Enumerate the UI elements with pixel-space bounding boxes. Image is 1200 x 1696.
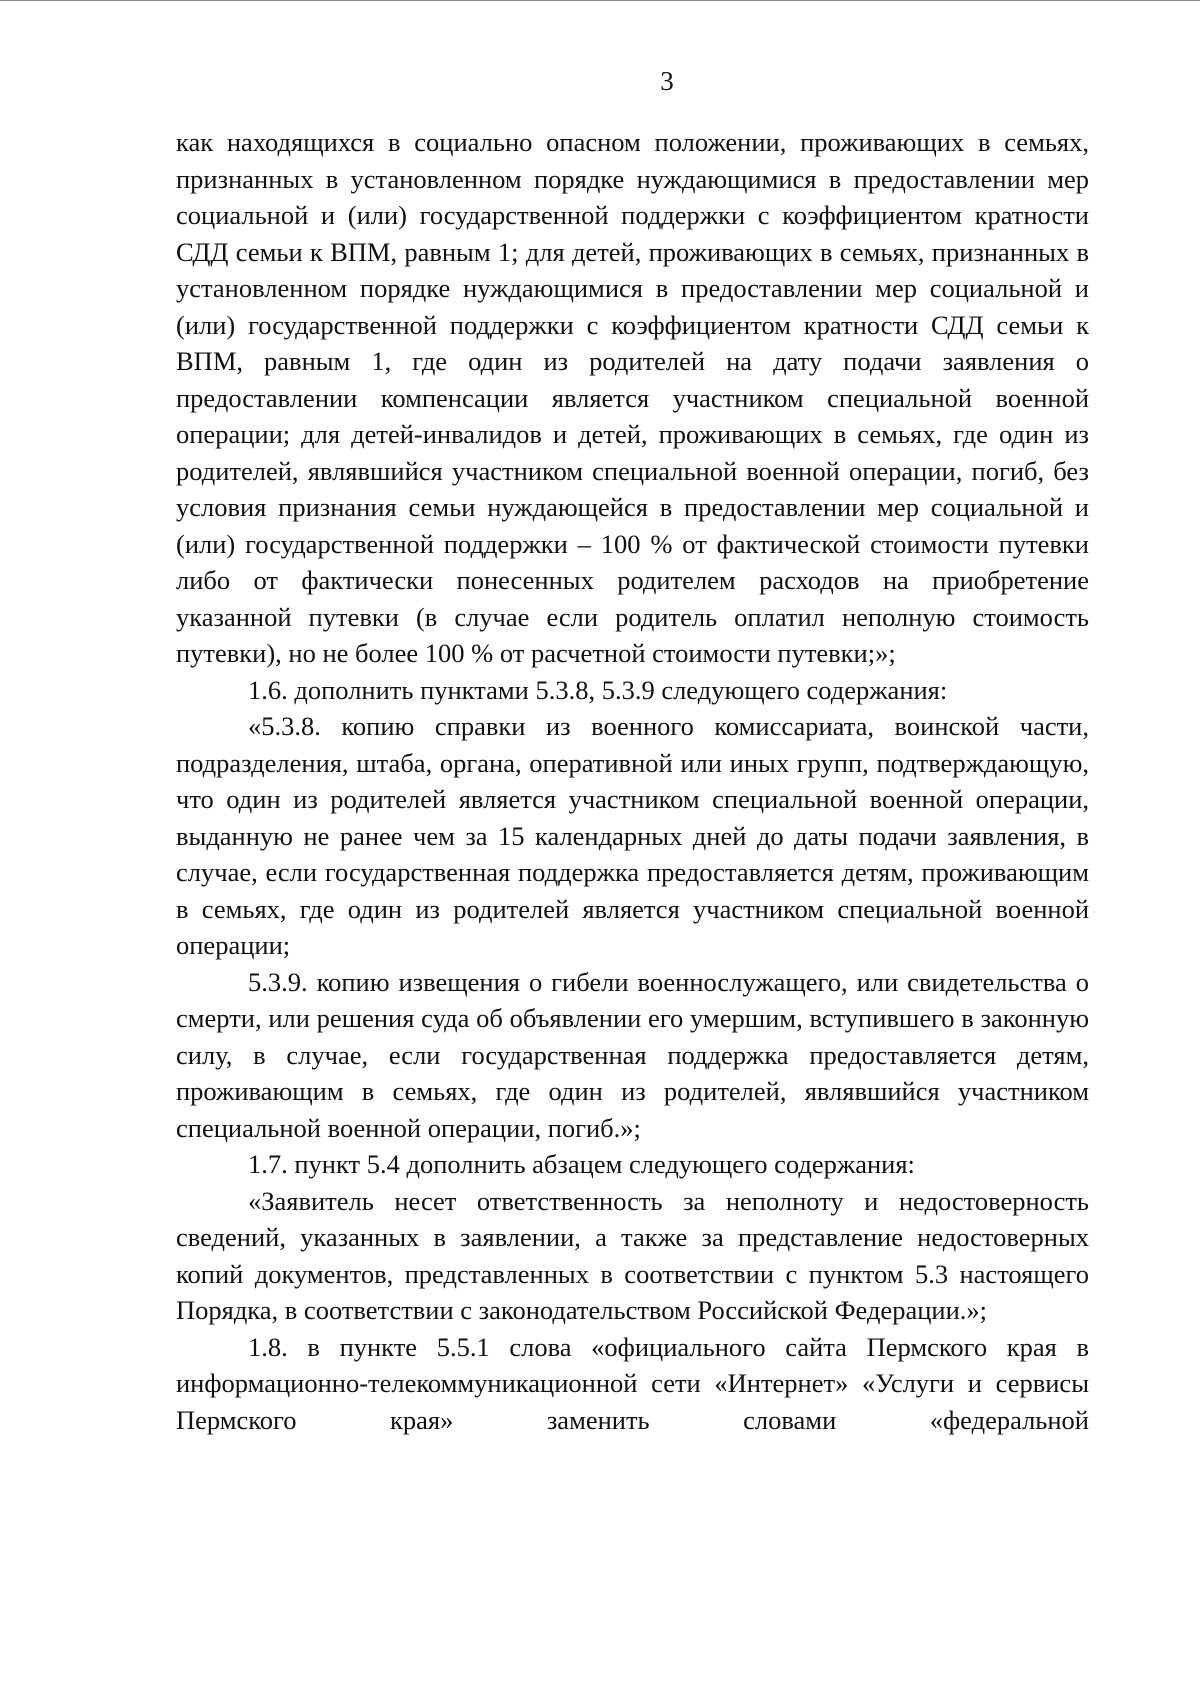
page-number: 3 [660, 66, 674, 96]
paragraph-5-3-9: 5.3.9. копию извещения о гибели военнослужащего, или свидетельства о смерти, или решения суда об объявлении его умершим, вступившего в законную силу, в случае, если государственная поддержка предоставляется детям, проживающим в семьях, где один из родителей, являвшийся участником специальной военной операции, погиб.»; [176, 966, 1089, 1143]
paragraph-1-6: 1.6. дополнить пунктами 5.3.8, 5.3.9 следующего содержания: [248, 674, 948, 705]
paragraph-continuation: как находящихся в социально опасном положении, проживающих в семьях, признанных в установленном порядке нуждающимися в предоставлении мер социальной и (или) государственной поддержки с коэффициентом кратности СДД семьи к ВПМ, равным 1; для детей, проживающих в семьях, признанных в установленном порядке нуждающимися в предоставлении мер социальной и (или) государственной поддержки с коэффициентом кратности СДД семьи к ВПМ, равным 1, где один из родителей на дату подачи заявления о предоставлении компенсации является участником специальной военной операции; для детей-инвалидов и детей, проживающих в семьях, где один из родителей, являвшийся участником специальной военной операции, погиб, без условия признания семьи нуждающейся в предоставлении мер социальной и (или) государственной поддержки – 100 % от фактической стоимости путевки либо от фактически понесенных родителем расходов на приобретение указанной путевки (в случае если родитель оплатил неполную стоимость путевки), но не более 100 % от расчетной стоимости путевки;»; [176, 127, 1089, 668]
paragraph-5-3-8: «5.3.8. копию справки из военного комиссариата, воинской части, подразделения, штаба, органа, оперативной или иных групп, подтверждающую, что один из родителей является участником специальной военной операции, выданную не ранее чем за 15 календарных дней до даты подачи заявления, в случае, если государственная поддержка предоставляется детям, проживающим в семьях, где один из родителей является участником специальной военной операции; [176, 711, 1089, 960]
paragraph-applicant-responsibility: «Заявитель несет ответственность за неполноту и недостоверность сведений, указанных в заявлении, а также за представление недостоверных копий документов, представленных в соответствии с пунктом 5.3 настоящего Порядка, в соответствии с законодательством Российской Федерации.»; [176, 1185, 1089, 1325]
page-top-edge [0, 0, 1200, 1]
paragraph-1-8: 1.8. в пункте 5.5.1 слова «официального сайта Пермского края в информационно-телекоммуникационной сети «Интернет» «Услуги и сервисы Пермского края» заменить словами «федеральной [176, 1331, 1089, 1435]
document-body [176, 124, 1089, 1438]
paragraph-1-7: 1.7. пункт 5.4 дополнить абзацем следующего содержания: [248, 1149, 915, 1179]
